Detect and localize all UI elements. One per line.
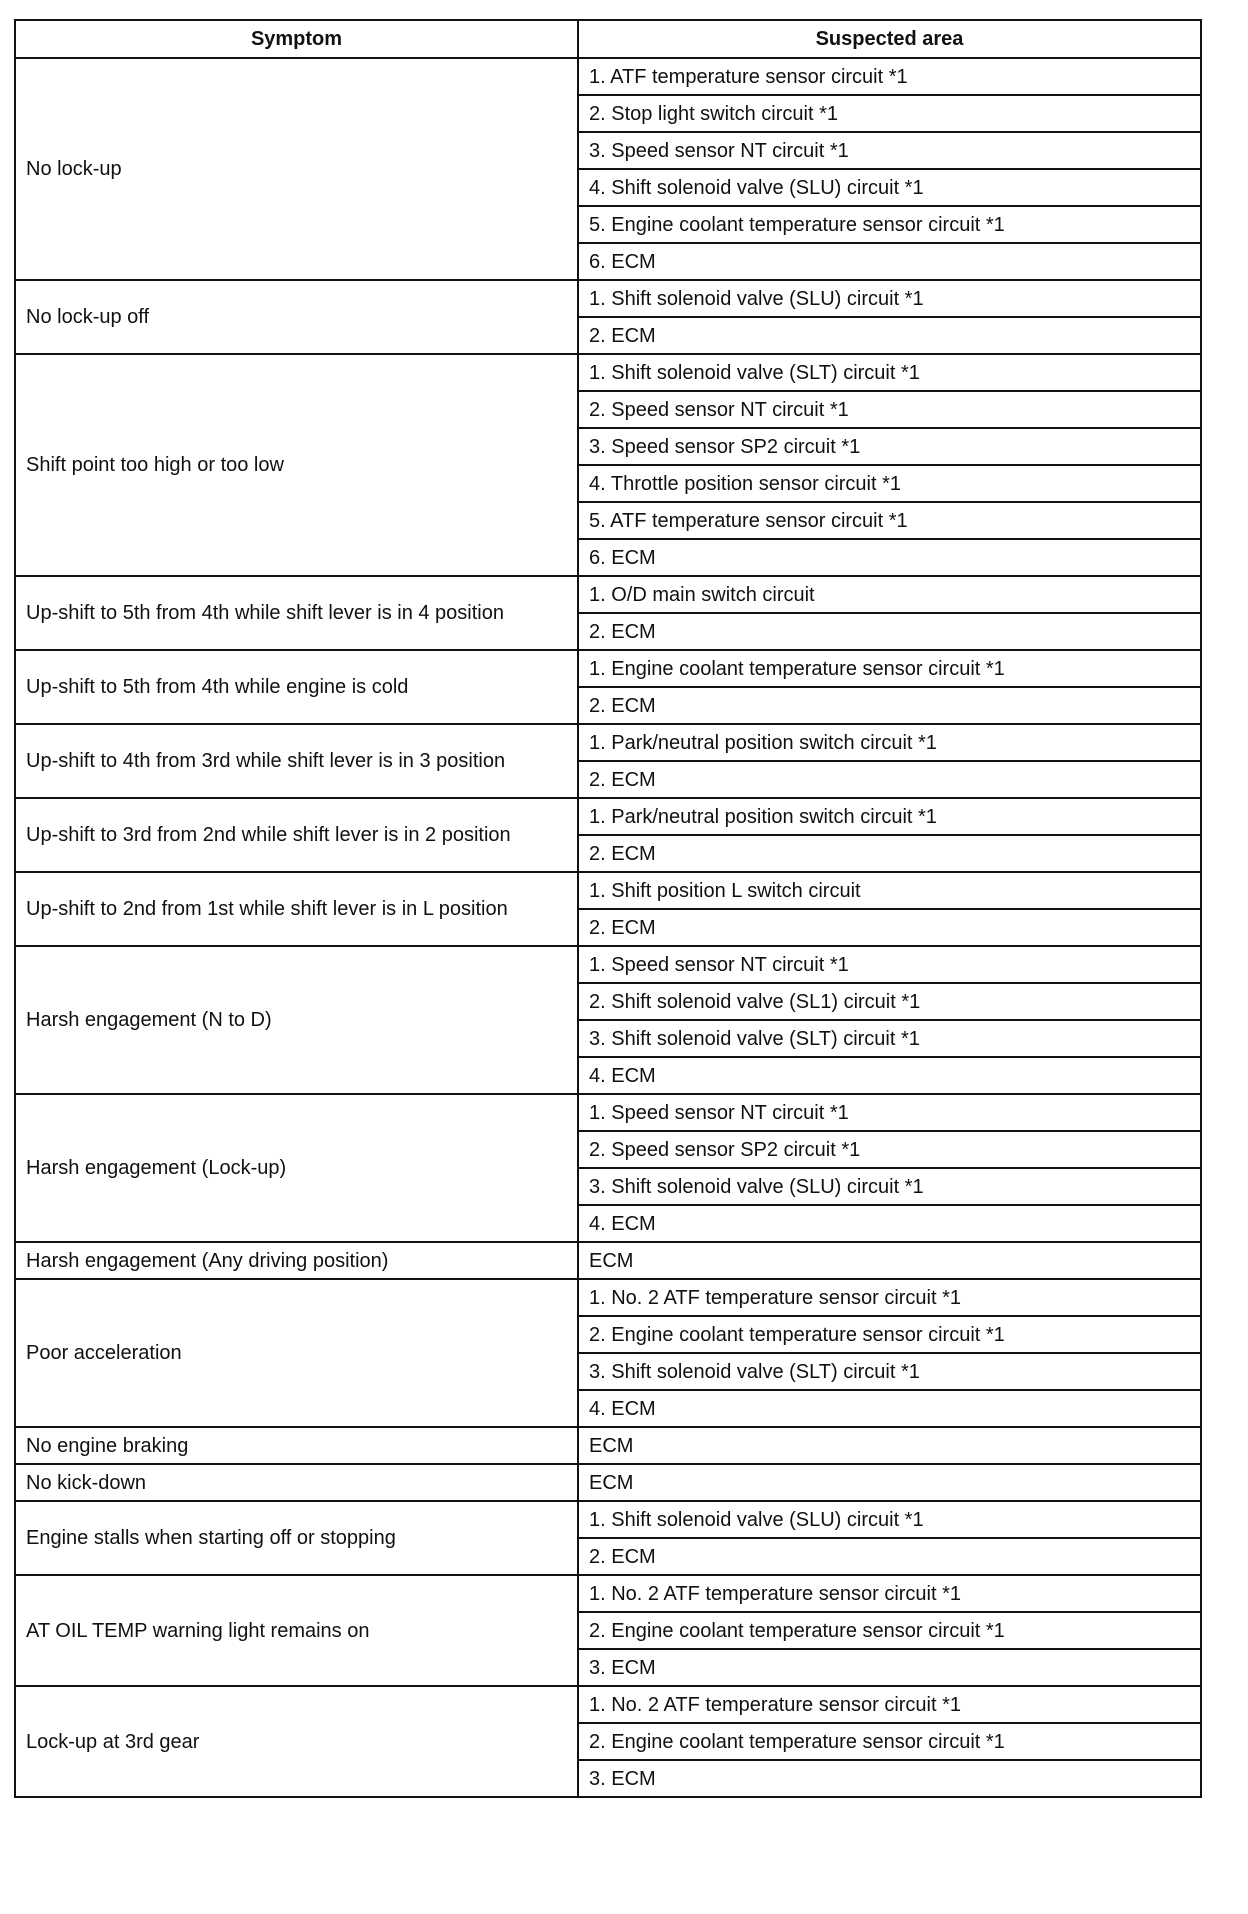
symptom-cell: Lock-up at 3rd gear bbox=[15, 1686, 578, 1797]
suspected-area-cell: 1. O/D main switch circuit bbox=[578, 576, 1201, 613]
symptom-cell: AT OIL TEMP warning light remains on bbox=[15, 1575, 578, 1686]
symptom-cell: Engine stalls when starting off or stopping bbox=[15, 1501, 578, 1575]
suspected-area-cell: 1. ATF temperature sensor circuit *1 bbox=[578, 58, 1201, 95]
suspected-area-cell: 2. ECM bbox=[578, 687, 1201, 724]
suspected-area-cell: 1. Shift solenoid valve (SLT) circuit *1 bbox=[578, 354, 1201, 391]
suspected-area-cell: 2. ECM bbox=[578, 835, 1201, 872]
suspected-area-cell: 2. ECM bbox=[578, 909, 1201, 946]
table-row bbox=[15, 798, 1201, 835]
suspected-area-cell: 1. Shift position L switch circuit bbox=[578, 872, 1201, 909]
table-row bbox=[15, 1094, 1201, 1131]
suspected-area-cell: 5. Engine coolant temperature sensor circuit *1 bbox=[578, 206, 1201, 243]
table-row bbox=[15, 1279, 1201, 1316]
suspected-area-cell: 1. Engine coolant temperature sensor circuit *1 bbox=[578, 650, 1201, 687]
table-body bbox=[15, 58, 1201, 1797]
table-row bbox=[15, 1427, 1201, 1464]
symptom-cell: Up-shift to 5th from 4th while shift lever is in 4 position bbox=[15, 576, 578, 650]
suspected-area-cell: 4. Shift solenoid valve (SLU) circuit *1 bbox=[578, 169, 1201, 206]
symptom-cell: No kick-down bbox=[15, 1464, 578, 1501]
suspected-area-cell: 1. Park/neutral position switch circuit *1 bbox=[578, 724, 1201, 761]
suspected-area-cell: 2. ECM bbox=[578, 1538, 1201, 1575]
suspected-area-cell: 4. ECM bbox=[578, 1057, 1201, 1094]
suspected-area-cell: 3. Shift solenoid valve (SLT) circuit *1 bbox=[578, 1020, 1201, 1057]
suspected-area-cell: 4. ECM bbox=[578, 1205, 1201, 1242]
table-row bbox=[15, 280, 1201, 317]
symptom-cell: Up-shift to 2nd from 1st while shift lever is in L position bbox=[15, 872, 578, 946]
symptom-cell: Shift point too high or too low bbox=[15, 354, 578, 576]
suspected-area-cell: 1. Shift solenoid valve (SLU) circuit *1 bbox=[578, 280, 1201, 317]
table-row bbox=[15, 1575, 1201, 1612]
table-row bbox=[15, 946, 1201, 983]
header-row bbox=[15, 20, 1201, 58]
suspected-area-cell: 2. Stop light switch circuit *1 bbox=[578, 95, 1201, 132]
suspected-area-cell: 1. Shift solenoid valve (SLU) circuit *1 bbox=[578, 1501, 1201, 1538]
symptom-cell: Harsh engagement (Lock-up) bbox=[15, 1094, 578, 1242]
symptom-cell: No lock-up off bbox=[15, 280, 578, 354]
suspected-area-cell: 2. Shift solenoid valve (SL1) circuit *1 bbox=[578, 983, 1201, 1020]
table-row bbox=[15, 872, 1201, 909]
symptom-cell: Up-shift to 5th from 4th while engine is cold bbox=[15, 650, 578, 724]
table-row bbox=[15, 1501, 1201, 1538]
table-row bbox=[15, 1464, 1201, 1501]
suspected-area-cell: 6. ECM bbox=[578, 243, 1201, 280]
suspected-area-cell: 3. ECM bbox=[578, 1649, 1201, 1686]
suspected-area-cell: 2. Engine coolant temperature sensor circuit *1 bbox=[578, 1723, 1201, 1760]
suspected-area-cell: 1. Park/neutral position switch circuit *1 bbox=[578, 798, 1201, 835]
table-row bbox=[15, 650, 1201, 687]
suspected-area-cell: 5. ATF temperature sensor circuit *1 bbox=[578, 502, 1201, 539]
suspected-area-cell: 2. Engine coolant temperature sensor circuit *1 bbox=[578, 1612, 1201, 1649]
suspected-area-cell: 2. Engine coolant temperature sensor circuit *1 bbox=[578, 1316, 1201, 1353]
table-row bbox=[15, 1686, 1201, 1723]
suspected-area-cell: 1. Speed sensor NT circuit *1 bbox=[578, 1094, 1201, 1131]
symptom-cell: Harsh engagement (N to D) bbox=[15, 946, 578, 1094]
suspected-area-cell: 3. Speed sensor SP2 circuit *1 bbox=[578, 428, 1201, 465]
table-row bbox=[15, 576, 1201, 613]
suspected-area-cell: 1. No. 2 ATF temperature sensor circuit *1 bbox=[578, 1575, 1201, 1612]
suspected-area-column-header: Suspected area bbox=[578, 20, 1201, 58]
suspected-area-cell: 1. No. 2 ATF temperature sensor circuit *1 bbox=[578, 1279, 1201, 1316]
symptom-cell: No lock-up bbox=[15, 58, 578, 280]
suspected-area-cell: 2. Speed sensor NT circuit *1 bbox=[578, 391, 1201, 428]
suspected-area-cell: ECM bbox=[578, 1464, 1201, 1501]
suspected-area-cell: 2. Speed sensor SP2 circuit *1 bbox=[578, 1131, 1201, 1168]
symptom-cell: No engine braking bbox=[15, 1427, 578, 1464]
suspected-area-cell: 2. ECM bbox=[578, 613, 1201, 650]
suspected-area-cell: 1. No. 2 ATF temperature sensor circuit *1 bbox=[578, 1686, 1201, 1723]
table-row bbox=[15, 354, 1201, 391]
suspected-area-cell: 3. Shift solenoid valve (SLT) circuit *1 bbox=[578, 1353, 1201, 1390]
suspected-area-cell: 2. ECM bbox=[578, 317, 1201, 354]
suspected-area-cell: ECM bbox=[578, 1242, 1201, 1279]
symptom-cell: Harsh engagement (Any driving position) bbox=[15, 1242, 578, 1279]
symptom-cell: Up-shift to 3rd from 2nd while shift lever is in 2 position bbox=[15, 798, 578, 872]
suspected-area-cell: 3. ECM bbox=[578, 1760, 1201, 1797]
table-row bbox=[15, 1242, 1201, 1279]
symptom-cell: Poor acceleration bbox=[15, 1279, 578, 1427]
suspected-area-cell: 6. ECM bbox=[578, 539, 1201, 576]
suspected-area-cell: 3. Speed sensor NT circuit *1 bbox=[578, 132, 1201, 169]
suspected-area-cell: 4. ECM bbox=[578, 1390, 1201, 1427]
symptom-table bbox=[14, 19, 1202, 1798]
suspected-area-cell: 1. Speed sensor NT circuit *1 bbox=[578, 946, 1201, 983]
table-row bbox=[15, 58, 1201, 95]
suspected-area-cell: ECM bbox=[578, 1427, 1201, 1464]
table-row bbox=[15, 724, 1201, 761]
symptom-cell: Up-shift to 4th from 3rd while shift lever is in 3 position bbox=[15, 724, 578, 798]
suspected-area-cell: 2. ECM bbox=[578, 761, 1201, 798]
suspected-area-cell: 3. Shift solenoid valve (SLU) circuit *1 bbox=[578, 1168, 1201, 1205]
symptom-column-header: Symptom bbox=[15, 20, 578, 58]
suspected-area-cell: 4. Throttle position sensor circuit *1 bbox=[578, 465, 1201, 502]
